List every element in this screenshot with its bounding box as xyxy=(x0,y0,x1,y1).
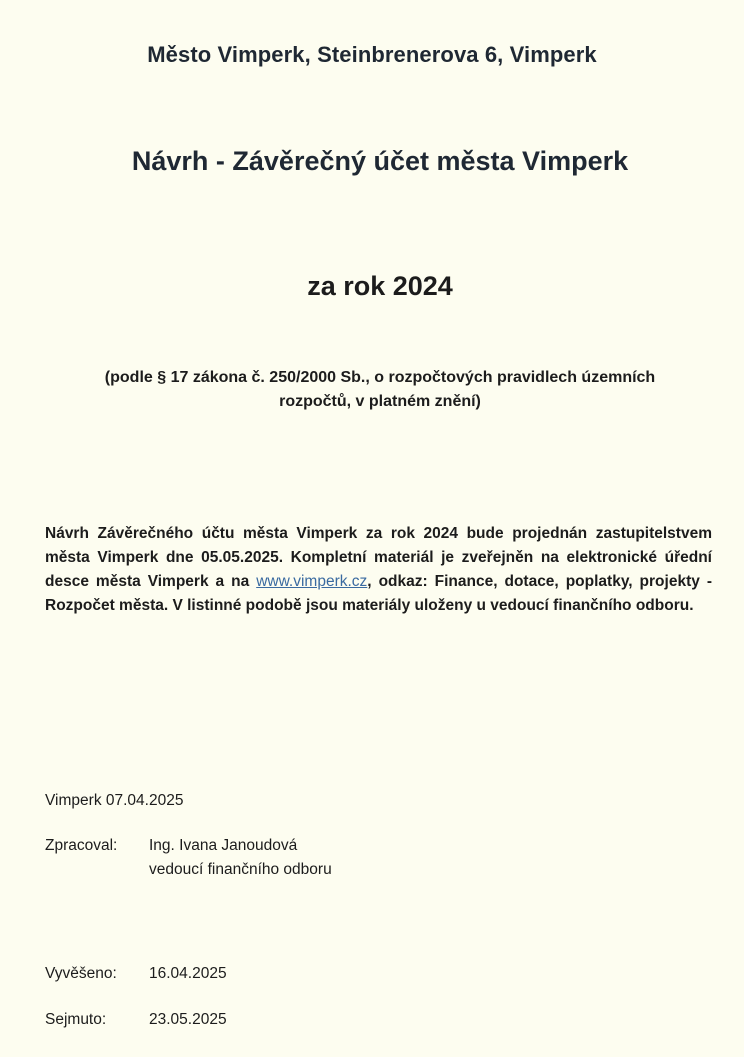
posted-row xyxy=(45,962,227,986)
posted-label: Vyvěšeno: xyxy=(45,965,117,982)
prepared-by-name: Ing. Ivana Janoudová xyxy=(149,837,298,854)
prepared-by-role: vedoucí finančního odboru xyxy=(149,861,332,878)
removed-date: 23.05.2025 xyxy=(149,1011,227,1028)
announcement-text-part-2: , odkaz: Finance, dotace, poplatky, projekty - Rozpočet města. V listinné podobě jsou materiály uloženy u vedoucí finančního odboru. xyxy=(45,573,712,614)
announcement-text-part-1: Návrh Závěrečného účtu města Vimperk za rok 2024 bude projednán zastupitelstvem města Vimperk dne 05.05.2025. Kompletní materiál je zveřejněn na elektronické úřední desce města Vimperk a na xyxy=(45,525,712,590)
prepared-by-value xyxy=(149,834,332,882)
organization-header: Město Vimperk, Steinbrenerova 6, Vimperk xyxy=(147,42,597,67)
place-and-date: Vimperk 07.04.2025 xyxy=(45,792,184,809)
removed-row xyxy=(45,1008,227,1032)
prepared-by-block xyxy=(45,834,332,882)
document-title: Návrh - Závěrečný účet města Vimperk xyxy=(131,146,629,176)
legal-reference-line-1: (podle § 17 zákona č. 250/2000 Sb., o rozpočtových pravidlech územních xyxy=(104,369,656,386)
removed-label: Sejmuto: xyxy=(45,1011,107,1028)
legal-reference xyxy=(40,366,720,414)
document-year: za rok 2024 xyxy=(307,271,453,301)
city-website-link[interactable]: www.vimperk.cz xyxy=(256,573,368,590)
legal-reference-line-2: rozpočtů, v platném znění) xyxy=(279,393,481,410)
posted-date: 16.04.2025 xyxy=(149,965,227,982)
prepared-by-label: Zpracoval: xyxy=(45,837,118,854)
announcement-paragraph xyxy=(45,522,712,618)
